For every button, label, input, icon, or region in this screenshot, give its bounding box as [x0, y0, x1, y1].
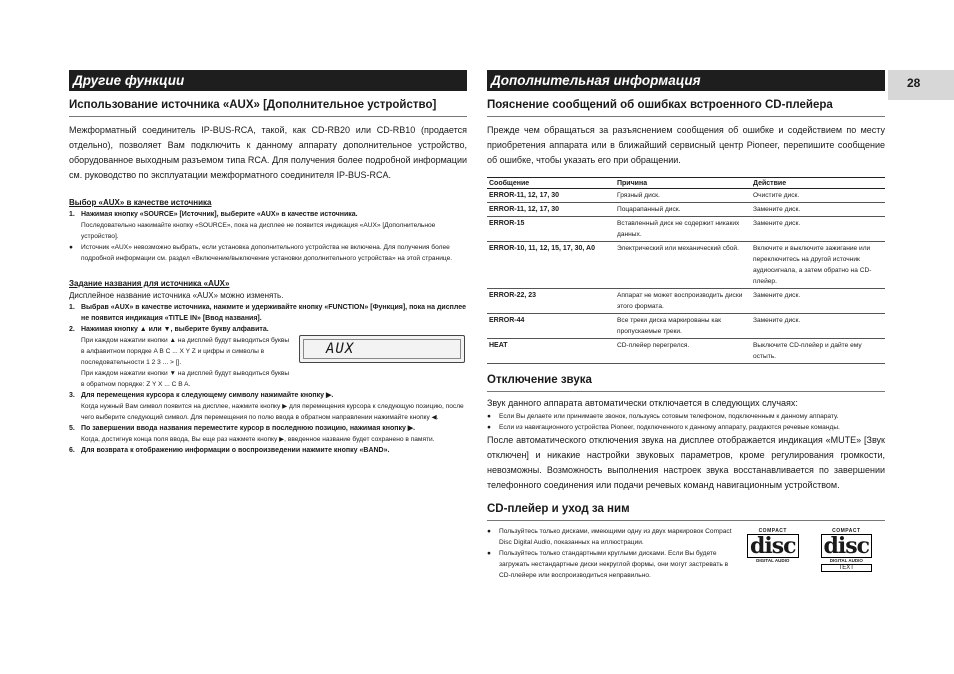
bullet-icon: ●	[487, 424, 491, 431]
column-header: Сообщение	[487, 178, 615, 189]
bullet-text: Если из навигационного устройства Pioneer, подключенного к данному аппарату, раздаются речевые команды.	[499, 424, 840, 431]
step-number: 6.	[69, 447, 75, 454]
cd-care-heading: CD-плейер и уход за ним	[487, 503, 885, 521]
table-cell: Выключите CD-плейер и дайте ему остыть.	[751, 339, 885, 364]
bullet-icon: ●	[487, 413, 491, 420]
table-cell: ERROR-15	[487, 217, 615, 242]
step-detail: Когда нужный Вам символ появится на дисплее, нажмите кнопку ▶ для перемещения курсора к следующую позицию, после чего выберите следующий символ. Для перемещения по полю ввода в обратном направлении нажимайте кнопку ◀.	[81, 403, 464, 421]
step-instruction: Для перемещения курсора к следующему символу нажимайте кнопку ▶.	[81, 392, 334, 399]
name-step-5	[69, 423, 467, 445]
bullet-text: Пользуйтесь только стандартными круглыми дисками. Если Вы будете загружать нестандартные диски некруглой формы, они могут застревать в CD-плейере или воспроизводиться неправильно.	[499, 550, 729, 579]
mute-bullet	[487, 411, 885, 422]
section-title-other-functions: Другие функции	[69, 70, 467, 91]
column-header: Действие	[751, 178, 885, 189]
bullet-icon: ●	[69, 244, 73, 251]
step-instruction: Нажимая кнопку «SOURCE» [Источник], выберите «AUX» в качестве источника.	[81, 211, 358, 218]
step-detail-down: При каждом нажатии кнопки ▼ на дисплей будут выводиться буквы в обратном порядке: Z Y X ... C B A.	[81, 370, 290, 388]
table-cell: Электрический или механический сбой.	[615, 242, 751, 289]
name-step-2	[69, 324, 467, 390]
table-cell: Вставленный диск не содержит никаких данных.	[615, 217, 751, 242]
column-header: Причина	[615, 178, 751, 189]
error-messages-heading: Пояснение сообщений об ошибках встроенного CD-плейера	[487, 99, 885, 117]
table-cell: CD-плейер перегрелся.	[615, 339, 751, 364]
step-detail-up: При каждом нажатии кнопки ▲ на дисплей будут выводиться буквы в алфавитном порядке A B C ... X Y Z и цифры и символы в последовательности 1 2 3 ... > [].	[81, 337, 290, 366]
cd-bullet	[487, 526, 737, 548]
lcd-text: AUX	[303, 339, 461, 359]
select-aux-title: Выбор «AUX» в качестве источника	[69, 198, 212, 207]
step-number: 1.	[69, 211, 75, 218]
mute-text: После автоматического отключения звука на дисплее отображается индикация «MUTE» [Звук отключен] и никакие настройки звуковых параметров, кроме регулирования громкости, невозможны. Возможность выполнения настроек звука восстанавливается по завершении телефонного соединения или подачи речевых команд навигационным устройством.	[487, 435, 885, 490]
table-cell: ERROR-10, 11, 12, 15, 17, 30, A0	[487, 242, 615, 289]
bullet-icon: ●	[487, 550, 491, 557]
table-cell: Очистите диск.	[751, 189, 885, 203]
step-instruction: Для возврата к отображению информации о воспроизведении нажмите кнопку «BAND».	[81, 447, 390, 454]
select-aux-note	[69, 242, 467, 264]
logo-text: COMPACT	[832, 528, 861, 534]
section-title-additional-info: Дополнительная информация	[487, 70, 885, 91]
step-detail: Когда, достигнув конца поля ввода, Вы еще раз нажмете кнопку ▶, введенное название будет сохранено в памяти.	[81, 436, 435, 443]
name-step-6	[69, 445, 467, 456]
aux-heading: Использование источника «AUX» [Дополнительное устройство]	[69, 99, 467, 117]
mute-heading: Отключение звука	[487, 374, 885, 392]
table-header-row	[487, 178, 885, 189]
lcd-display-illustration	[299, 335, 465, 363]
step-instruction: Нажимая кнопку ▲ или ▼, выберите букву алфавита.	[81, 326, 269, 333]
step-instruction: Выбрав «AUX» в качестве источника, нажмите и удерживайте кнопку «FUNCTION» [Функция], пока на дисплее не появится индикация «TITLE IN» [Ввод названия].	[81, 304, 466, 322]
table-cell: Поцарапанный диск.	[615, 203, 751, 217]
table-row	[487, 203, 885, 217]
table-row	[487, 242, 885, 289]
table-row	[487, 289, 885, 314]
table-row	[487, 314, 885, 339]
table-cell: ERROR-22, 23	[487, 289, 615, 314]
step-number: 3.	[69, 392, 75, 399]
step-instruction: По завершении ввода названия переместите курсор в последнюю позицию, нажимая кнопку ▶.	[81, 425, 416, 432]
name-aux-title: Задание названия для источника «AUX»	[69, 279, 230, 288]
table-cell: HEAT	[487, 339, 615, 364]
table-row	[487, 189, 885, 203]
table-cell: ERROR-44	[487, 314, 615, 339]
mute-bullet	[487, 422, 885, 433]
logo-text: DIGITAL AUDIO	[756, 558, 790, 563]
step-number: 1.	[69, 304, 75, 311]
logo-text: disc	[821, 534, 873, 558]
table-cell: Все треки диска маркированы как пропускаемые треки.	[615, 314, 751, 339]
step-number: 2.	[69, 326, 75, 333]
logo-text: COMPACT	[758, 528, 787, 534]
right-column	[487, 70, 885, 581]
bullet-text: Если Вы делаете или принимаете звонок, пользуясь сотовым телефоном, подключенным к данному аппарату.	[499, 413, 839, 420]
name-step-3	[69, 390, 467, 423]
table-cell: Замените диск.	[751, 314, 885, 339]
name-aux-intro: Дисплейное название источника «AUX» можно изменять.	[69, 291, 284, 300]
logo-text: DIGITAL AUDIO	[829, 558, 863, 563]
table-cell: Грязный диск.	[615, 189, 751, 203]
bullet-text: Пользуйтесь только дисками, имеющими одну из двух маркировок Compact Disc Digital Audio, показанных на иллюстрации.	[499, 528, 732, 546]
table-cell: Включите и выключите зажигание или переключитесь на другой источник аудиосигнала, а затем обратно на CD-плейер.	[751, 242, 885, 289]
name-step-1	[69, 302, 467, 324]
left-column	[69, 70, 467, 456]
table-cell: Замените диск.	[751, 217, 885, 242]
table-cell: ERROR-11, 12, 17, 30	[487, 189, 615, 203]
aux-intro: Межформатный соединитель IP-BUS-RCA, такой, как CD-RB20 или CD-RB10 (продается отдельно), позволяет Вам подключить к данному аппарату дополнительное устройство, оборудованное выходным разъемом типа RCA. Для получения более подробной информации см. руководство по эксплуатации межформатного соединителя IP-BUS-RCA.	[69, 125, 467, 180]
page-number: 28	[888, 70, 954, 100]
cd-bullet	[487, 548, 737, 581]
compact-disc-logo	[747, 528, 799, 581]
note-text: Источник «AUX» невозможно выбрать, если установка дополнительного устройства не включена. Для получения более подробной информации см. раздел «Включение/выключение установки дополнительного устройства» на этой странице.	[81, 244, 453, 262]
bullet-icon: ●	[487, 528, 491, 535]
table-row	[487, 339, 885, 364]
table-cell: Аппарат не может воспроизводить диски этого формата.	[615, 289, 751, 314]
step-detail: Последовательно нажимайте кнопку «SOURCE», пока на дисплее не появится индикация «AUX» [Дополнительное устройство].	[81, 222, 436, 240]
cd-care-block	[487, 526, 885, 581]
table-row	[487, 217, 885, 242]
logo-text: disc	[747, 534, 799, 558]
error-messages-intro: Прежде чем обращаться за разъяснением сообщения об ошибке и содействием по месту приобретения аппарата или в ближайший сервисный центр Pioneer, перепишите сообщение об ошибке, чтобы указать его при обращении.	[487, 125, 885, 165]
mute-intro: Звук данного аппарата автоматически отключается в следующих случаях:	[487, 398, 798, 408]
error-table	[487, 177, 885, 364]
table-cell: Замените диск.	[751, 289, 885, 314]
logo-text: TEXT	[821, 564, 873, 572]
select-aux-step	[69, 209, 467, 242]
table-cell: ERROR-11, 12, 17, 30	[487, 203, 615, 217]
compact-disc-text-logo	[821, 528, 873, 581]
step-number: 5.	[69, 425, 75, 432]
table-cell: Замените диск.	[751, 203, 885, 217]
